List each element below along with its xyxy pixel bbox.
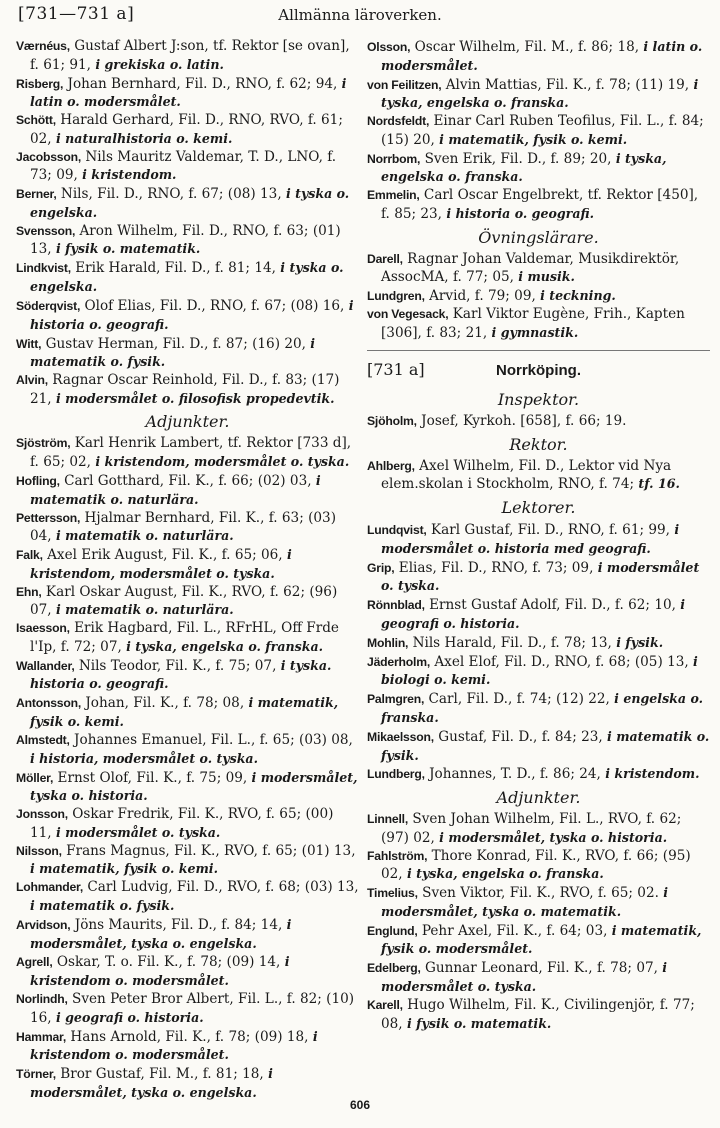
entry-name: Möller, xyxy=(16,770,54,785)
directory-entry xyxy=(367,521,710,558)
entry-list xyxy=(367,413,710,431)
entry-subjects: i matematik, fysik o. kemi. xyxy=(30,695,339,730)
directory-entry xyxy=(16,510,359,546)
entry-details: Oskar Fredrik, Fil. K., RVO, f. 65; (00) 11, xyxy=(30,806,334,841)
entry-name: Lindkvist, xyxy=(16,261,71,276)
entry-subjects: i kristendom o. modersmålet. xyxy=(30,954,290,989)
entry-subjects: i modersmålet, tyska o. historia. xyxy=(439,829,668,845)
entry-details: Einar Carl Ruben Teofilus, Fil. L., f. 84; (15) 20, xyxy=(381,113,704,148)
entry-subjects: i historia o. geografi. xyxy=(446,205,595,221)
entry-details: Carl Gotthard, Fil. K., f. 66; (02) 03, xyxy=(59,472,316,489)
entry-subjects: i fysik. xyxy=(616,634,664,650)
entry-name: Witt, xyxy=(16,336,42,351)
entry-details: Axel Elof, Fil. D., RNO, f. 68; (05) 13, xyxy=(430,653,694,670)
directory-entry xyxy=(16,843,359,879)
entry-details: Bror Gustaf, Fil. M., f. 81; 18, xyxy=(55,1066,269,1083)
directory-entry xyxy=(16,916,359,953)
entry-subjects: i modersmålet o. historia med geografi. xyxy=(381,522,680,556)
entry-subjects: tf. 16. xyxy=(638,476,680,492)
section-heading-rektor: Rektor. xyxy=(509,434,568,454)
section-heading-adjunkter: Adjunkter. xyxy=(496,788,581,808)
entry-name: Agrell, xyxy=(16,955,53,970)
entry-name: Værnéus, xyxy=(16,39,70,53)
left-column xyxy=(16,38,359,1102)
entry-subjects: i fysik o. matematik. xyxy=(406,1015,552,1031)
directory-entry xyxy=(16,991,359,1027)
entry-list xyxy=(367,38,710,224)
entry-details: Alvin Mattias, Fil. K., f. 78; (11) 19, xyxy=(441,76,694,93)
entry-subjects: i engelska o. franska. xyxy=(381,691,704,725)
directory-entry xyxy=(16,149,359,185)
entry-subjects: i tyska, engelska o. franska. xyxy=(126,638,323,654)
entry-subjects: i matematik, fysik o. kemi. xyxy=(439,131,628,147)
entry-details: Gustaf Albert J:son, tf. Rektor [se ovan], f. 61; 91, xyxy=(30,38,350,73)
entry-details: Nils Mauritz Valdemar, T. D., LNO, f. 73; 09, xyxy=(30,148,337,184)
entry-name: Arvidson, xyxy=(16,917,71,932)
entry-subjects: i matematik, fysik o. kemi. xyxy=(30,861,218,877)
entry-name: Rönnblad, xyxy=(367,598,425,613)
entry-name: Jacobsson, xyxy=(16,149,82,164)
entry-details: Johannes, T. D., f. 86; 24, xyxy=(424,766,606,783)
right-column xyxy=(367,38,710,1033)
entry-subjects: i modersmålet, tyska o. engelska. xyxy=(30,1066,273,1100)
entry-details: Arvid, f. 79; 09, xyxy=(424,288,541,305)
entry-name: Jäderholm, xyxy=(367,654,431,669)
entry-list xyxy=(367,521,710,784)
entry-details: Oskar, T. o. Fil. K., f. 78; (09) 14, xyxy=(52,954,285,971)
entry-name: Mikaelsson, xyxy=(367,729,434,744)
entry-details: Johannes Emanuel, Fil. L., f. 65; (03) 08, xyxy=(69,732,353,749)
entry-name: Emmelin, xyxy=(367,188,420,203)
entry-name: Hofling, xyxy=(16,473,60,488)
entry-name: Nordsfeldt, xyxy=(367,114,430,129)
entry-details: Elias, Fil. D., RNO, f. 73; 09, xyxy=(394,559,598,576)
entry-name: Fahlström, xyxy=(367,848,428,863)
directory-entry xyxy=(367,559,710,596)
entry-details: Sven Peter Bror Albert, Fil. L., f. 82; (10) 16, xyxy=(30,991,355,1026)
city-number: [731 a] xyxy=(367,360,425,380)
entry-subjects: i grekiska o. latin. xyxy=(95,56,224,72)
entry-details: Hans Arnold, Fil. K., f. 78; (09) 18, xyxy=(66,1028,313,1045)
entry-name: Wallander, xyxy=(16,658,75,673)
entry-details: Jöns Maurits, Fil. D., f. 84; 14, xyxy=(70,916,287,933)
entry-name: Almstedt, xyxy=(16,733,70,748)
entry-subjects: i matematik o. fysik. xyxy=(30,897,175,913)
entry-details: Hugo Wilhelm, Fil. K., Civilingenjör, f. 77; 08, xyxy=(381,996,695,1032)
entry-name: Sjöholm, xyxy=(367,414,417,429)
entry-name: Törner, xyxy=(16,1067,56,1082)
entry-details: Harald Gerhard, Fil. D., RNO, RVO, f. 61; 02, xyxy=(30,112,343,147)
entry-details: Carl Oscar Engelbrekt, tf. Rektor [450], f. 85; 23, xyxy=(381,187,699,222)
entry-name: Olsson, xyxy=(367,40,411,54)
directory-entry xyxy=(16,657,359,694)
entry-name: Ehn, xyxy=(16,584,42,599)
entry-details: Axel Wilhelm, Fil. D., Lektor vid Nya elem.skolan i Stockholm, RNO, f. 74; xyxy=(381,457,672,493)
entry-details: Oscar Wilhelm, Fil. M., f. 86; 18, xyxy=(410,39,644,55)
entry-subjects: i matematik o. naturlära. xyxy=(55,528,234,544)
city-heading xyxy=(367,358,710,386)
entry-subjects: i matematik, fysik o. modersmålet. xyxy=(381,922,702,957)
entry-subjects: i biologi o. kemi. xyxy=(381,653,698,688)
entry-name: Lohmander, xyxy=(16,880,84,895)
directory-entry xyxy=(367,922,710,959)
entry-details: Erik Harald, Fil. D., f. 81; 14, xyxy=(70,260,281,277)
entry-subjects: i tyska. historia o. geografi. xyxy=(30,657,332,692)
entry-subjects: i latin o. modersmålet. xyxy=(30,75,347,110)
entry-subjects: i naturalhistoria o. kemi. xyxy=(55,130,233,146)
entry-subjects: i modersmålet, tyska o. matematik. xyxy=(381,885,669,919)
entry-details: Karl Gustaf, Fil. D., RNO, f. 61; 99, xyxy=(426,522,675,539)
entry-subjects: i tyska o. engelska. xyxy=(30,186,350,220)
directory-entry xyxy=(367,413,710,431)
directory-entry xyxy=(16,806,359,842)
entry-details: Ragnar Oscar Reinhold, Fil. D., f. 83; (17) 21, xyxy=(30,372,340,407)
entry-details: Karl Henrik Lambert, tf. Rektor [733 d], f. 65; 02, xyxy=(30,435,352,470)
directory-entry xyxy=(367,634,710,653)
entry-name: Pettersson, xyxy=(16,510,81,525)
entry-details: Erik Hagbard, Fil. L., RFrHL, Off Frde l'Ip, f. 72; 07, xyxy=(30,620,339,655)
entry-name: Mohlin, xyxy=(367,635,409,650)
entry-name: Palmgren, xyxy=(367,692,425,707)
entry-subjects: i matematik o. fysik. xyxy=(381,728,710,763)
entry-name: Karell, xyxy=(367,997,403,1012)
entry-list xyxy=(367,251,710,343)
directory-entry xyxy=(16,259,359,296)
entry-name: Svensson, xyxy=(16,223,76,238)
entry-name: Timelius, xyxy=(367,886,418,901)
directory-entry xyxy=(367,287,710,306)
entry-name: Ahlberg, xyxy=(367,458,415,473)
entry-name: Norlindh, xyxy=(16,992,68,1007)
entry-subjects: i modersmålet, tyska o. historia. xyxy=(30,769,358,804)
section-heading-inspektor: Inspektor. xyxy=(497,390,580,410)
section-heading-adjunkter: Adjunkter. xyxy=(145,412,230,432)
entry-name: Edelberg, xyxy=(367,961,421,976)
entry-name: Hammar, xyxy=(16,1029,67,1044)
directory-entry xyxy=(367,76,710,113)
entry-details: Frans Magnus, Fil. K., RVO, f. 65; (01) 13, xyxy=(61,842,356,859)
entry-details: Thore Konrad, Fil. K., RVO, f. 66; (95) 02, xyxy=(381,847,691,883)
directory-entry xyxy=(367,306,710,342)
entry-subjects: i tyska, engelska o. franska. xyxy=(381,76,699,111)
entry-details: Olof Elias, Fil. D., RNO, f. 67; (08) 16, xyxy=(80,298,349,315)
entry-details: Nils, Fil. D., RNO, f. 67; (08) 13, xyxy=(56,186,286,203)
page-header xyxy=(14,4,706,30)
directory-entry xyxy=(367,690,710,727)
entry-details: Ernst Olof, Fil. K., f. 75; 09, xyxy=(53,769,252,786)
entry-name: Berner, xyxy=(16,187,57,202)
entry-details: Hjalmar Bernhard, Fil. K., f. 63; (03) 04, xyxy=(30,509,337,545)
entry-name: Sjöström, xyxy=(16,436,71,451)
entry-name: Antonsson, xyxy=(16,696,82,711)
directory-entry xyxy=(16,620,359,656)
entry-subjects: i kristendom. xyxy=(82,167,177,183)
directory-entry xyxy=(367,997,710,1033)
entry-name: Linnell, xyxy=(367,812,409,827)
entry-name: Lundqvist, xyxy=(367,523,427,538)
entry-name: Alvin, xyxy=(16,373,48,388)
entry-name: Lundberg, xyxy=(367,767,425,782)
entry-subjects: i modersmålet, tyska o. engelska. xyxy=(30,916,292,951)
entry-subjects: i tyska, engelska o. franska. xyxy=(381,150,667,185)
directory-entry xyxy=(16,1065,359,1102)
directory-entry xyxy=(16,38,359,74)
entry-name: Risberg, xyxy=(16,76,64,91)
directory-entry xyxy=(16,879,359,915)
entry-subjects: i historia o. geografi. xyxy=(30,298,354,332)
entry-name: Isaesson, xyxy=(16,621,70,636)
directory-entry xyxy=(367,765,710,784)
directory-entry xyxy=(16,472,359,509)
page-title: Allmänna läroverken. xyxy=(278,6,442,24)
entry-details: Josef, Kyrkoh. [658], f. 66; 19. xyxy=(416,413,627,430)
entry-details: Johan Bernhard, Fil. D., RNO, f. 62; 94, xyxy=(63,75,342,92)
directory-entry xyxy=(367,811,710,847)
entry-subjects: i kristendom, modersmålet o. tyska. xyxy=(30,547,292,581)
directory-entry xyxy=(16,435,359,471)
entry-details: Ernst Gustaf Adolf, Fil. D., f. 62; 10, xyxy=(424,597,681,614)
entry-details: Karl Viktor Eugène, Frih., Kapten [306], f. 83; 21, xyxy=(381,306,685,341)
entry-subjects: i musik. xyxy=(518,269,575,285)
directory-entry xyxy=(367,458,710,494)
entry-subjects: i latin o. modersmålet. xyxy=(381,39,703,73)
entry-details: Gustav Herman, Fil. D., f. 87; (16) 20, xyxy=(41,335,311,352)
entry-details: Nils Harald, Fil. D., f. 78; 13, xyxy=(408,634,617,651)
entry-details: Ragnar Johan Valdemar, Musikdirektör, AssocMA, f. 77; 05, xyxy=(381,250,680,286)
entry-details: Karl Oskar August, Fil. K., RVO, f. 62; (96) 07, xyxy=(30,583,338,619)
entry-subjects: i historia, modersmålet o. tyska. xyxy=(30,750,258,766)
entry-details: Carl Ludvig, Fil. D., RVO, f. 68; (03) 13, xyxy=(83,879,359,896)
directory-entry xyxy=(367,653,710,690)
entry-details: Aron Wilhelm, Fil. D., RNO, f. 63; (01) 13, xyxy=(30,222,341,258)
page-range: [731—731 a] xyxy=(18,4,135,24)
directory-entry xyxy=(367,884,710,921)
entry-name: Englund, xyxy=(367,923,418,938)
entry-list xyxy=(367,458,710,494)
directory-entry xyxy=(16,112,359,148)
directory-entry xyxy=(16,953,359,990)
directory-entry xyxy=(367,38,710,75)
directory-entry xyxy=(367,113,710,149)
entry-subjects: i modersmålet o. filosofisk propedevtik. xyxy=(55,390,335,406)
entry-details: Nils Teodor, Fil. K., f. 75; 07, xyxy=(74,657,281,674)
entry-details: Sven Erik, Fil. D., f. 89; 20, xyxy=(420,150,616,167)
entry-subjects: i matematik o. naturlära. xyxy=(55,602,234,618)
entry-subjects: i tyska o. engelska. xyxy=(30,260,344,295)
page-number: 606 xyxy=(349,1098,371,1112)
entry-list xyxy=(367,811,710,1033)
directory-entry xyxy=(16,297,359,334)
entry-subjects: i modersmålet o. tyska. xyxy=(381,559,700,594)
directory-entry xyxy=(367,150,710,187)
entry-subjects: i geografi o. historia. xyxy=(381,597,686,631)
entry-name: von Vegesack, xyxy=(367,307,449,322)
entry-name: Schött, xyxy=(16,113,56,128)
directory-entry xyxy=(367,848,710,884)
entry-details: Carl, Fil. D., f. 74; (12) 22, xyxy=(424,691,615,708)
entry-name: Norrbom, xyxy=(367,151,421,166)
entry-details: Gustaf, Fil. D., f. 84; 23, xyxy=(433,728,608,745)
directory-entry xyxy=(16,223,359,259)
section-heading-ovningslarare: Övningslärare. xyxy=(478,227,599,247)
directory-entry xyxy=(16,185,359,222)
entry-name: Lundgren, xyxy=(367,289,425,304)
entry-details: Gunnar Leonard, Fil. K., f. 78; 07, xyxy=(420,960,663,977)
entry-subjects: i kristendom, modersmålet o. tyska. xyxy=(95,453,350,469)
entry-details: Johan, Fil. K., f. 78; 08, xyxy=(81,695,249,712)
entry-details: Sven Johan Wilhelm, Fil. L., RVO, f. 62; (97) 02, xyxy=(381,811,682,846)
entry-name: Nilsson, xyxy=(16,843,62,858)
entry-details: Pehr Axel, Fil. K., f. 64; 03, xyxy=(417,922,612,939)
entry-subjects: i modersmålet o. tyska. xyxy=(55,824,221,840)
directory-entry xyxy=(16,769,359,806)
directory-entry xyxy=(367,187,710,223)
directory-entry xyxy=(16,694,359,731)
entry-subjects: i tyska, engelska o. franska. xyxy=(406,866,604,882)
directory-entry xyxy=(16,584,359,620)
directory-entry xyxy=(367,596,710,633)
directory-entry xyxy=(367,728,710,765)
entry-name: Darell, xyxy=(367,251,403,266)
entry-subjects: i teckning. xyxy=(540,288,616,304)
directory-entry xyxy=(16,732,359,768)
directory-entry xyxy=(367,251,710,287)
entry-name: von Feilitzen, xyxy=(367,77,442,92)
entry-name: Grip, xyxy=(367,560,395,575)
entry-name: Söderqvist, xyxy=(16,299,81,314)
entry-subjects: i modersmålet o. tyska. xyxy=(381,960,668,994)
entry-subjects: i kristendom. xyxy=(605,766,700,782)
entry-list xyxy=(16,435,359,1102)
entry-subjects: i matematik o. naturlära. xyxy=(30,472,321,507)
section-divider xyxy=(367,350,710,351)
directory-entry xyxy=(16,75,359,112)
entry-subjects: i kristendom o. modersmålet. xyxy=(30,1028,318,1063)
entry-subjects: i matematik o. fysik. xyxy=(30,335,316,370)
entry-subjects: i geografi o. historia. xyxy=(55,1009,204,1025)
entry-name: Jonsson, xyxy=(16,807,68,822)
city-name: Norrköping. xyxy=(496,362,581,380)
entry-details: Sven Viktor, Fil. K., RVO, f. 65; 02. xyxy=(417,885,664,902)
directory-entry xyxy=(16,372,359,408)
entry-details: Axel Erik August, Fil. K., f. 65; 06, xyxy=(42,547,287,564)
entry-list xyxy=(16,38,359,408)
directory-entry xyxy=(16,546,359,583)
directory-entry xyxy=(16,335,359,372)
section-heading-lektorer: Lektorer. xyxy=(501,498,576,518)
entry-name: Falk, xyxy=(16,548,43,563)
directory-entry xyxy=(367,959,710,996)
entry-subjects: i gymnastik. xyxy=(491,324,579,340)
directory-entry xyxy=(16,1028,359,1065)
entry-subjects: i fysik o. matematik. xyxy=(55,241,201,257)
